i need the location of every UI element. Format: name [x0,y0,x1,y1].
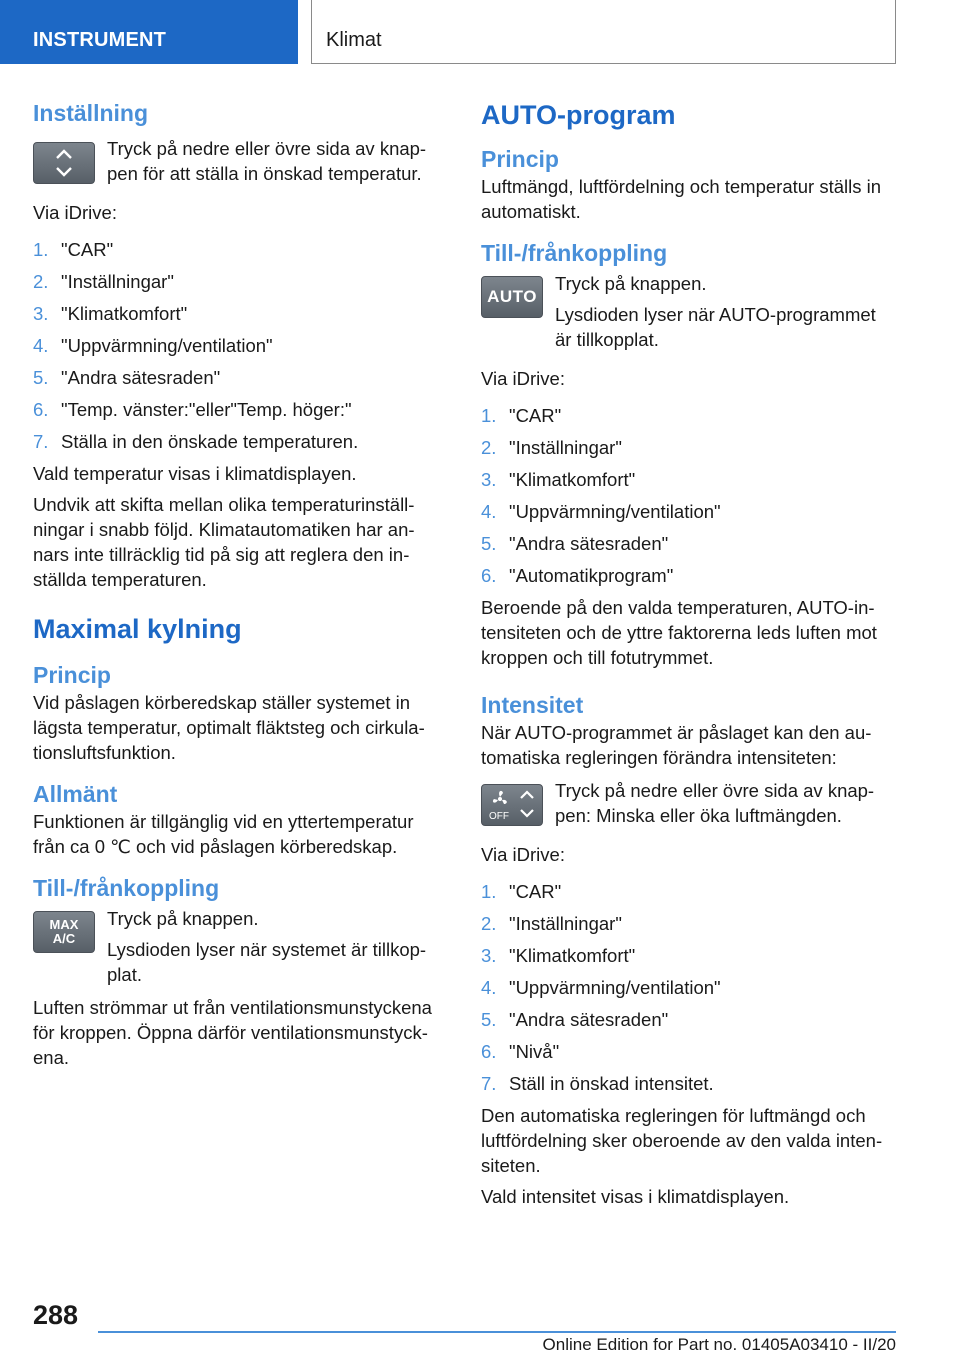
list-item: 2. "Inställningar" [33,271,174,292]
chapter-title: Klimat [311,0,896,64]
paragraph: Tryck på knappen. [555,273,707,294]
paragraph: Undvik att skifta mellan olika temperaturinställ- ningar i snabb följd. Klimatautomatiken har an- nars inte tillräcklig tid på sig att reglera den in- ställda temperaturen. [33,494,415,590]
list-item: 4. "Uppvärmning/ventilation" [481,977,721,998]
list-item: 4. "Uppvärmning/ventilation" [33,335,273,356]
paragraph: Luftmängd, luftfördelning och temperatur ställs in automatiskt. [481,176,882,222]
intensity-heading: Intensitet [481,692,584,718]
temp-rocker-text: Tryck på nedre eller övre sida av knap- pen för att ställa in önskad temperatur. [107,138,427,184]
svg-text:OFF: OFF [489,811,509,822]
list-item: 6. "Temp. vänster:"eller"Temp. höger:" [33,399,352,420]
intensity-rocker-row [481,778,896,828]
paragraph: När AUTO-programmet är påslaget kan den au- tomatiska regleringen förändra intensiteten: [481,722,872,768]
via-idrive-label: Via iDrive: [481,844,565,865]
page-number: 288 [33,1300,79,1330]
toggle-heading: Till-/frånkoppling [481,240,668,266]
list-item: 1. "CAR" [481,881,562,902]
footer-divider [98,1331,896,1333]
paragraph: Lysdioden lyser när AUTO-programmet är tillkopplat. [555,304,876,350]
list-item: 2. "Inställningar" [481,913,622,934]
list-item: 5. "Andra sätesraden" [33,367,221,388]
fan-icon [493,791,507,804]
list-item: 6. "Nivå" [481,1041,560,1062]
right-column [481,98,896,1209]
settings-steps [33,237,448,454]
auto-row [481,270,896,352]
intensity-rocker-text: Tryck på nedre eller övre sida av knap- pen: Minska eller öka luftmängden. [555,780,875,826]
left-column [33,98,448,1070]
list-item: 6. "Automatikprogram" [481,565,674,586]
list-item: 1. "CAR" [481,405,562,426]
paragraph: Vid påslagen körberedskap ställer systemet in lägsta temperatur, optimalt fläktsteg och cirkula- tionsluftsfunktion. [33,692,425,763]
intensity-steps [481,879,896,1096]
temp-rocker-row [33,136,448,186]
max-ac-row [33,905,448,987]
auto-program-heading: AUTO-program [481,100,676,130]
auto-button-icon: AUTO [481,276,543,318]
paragraph: Lysdioden lyser när systemet är tillkop- plat. [107,939,427,985]
max-cooling-heading: Maximal kylning [33,614,242,644]
footer-edition: Online Edition for Part no. 01405A03410 - II/20 [542,1335,896,1354]
settings-heading: Inställning [33,100,148,126]
list-item: 3. "Klimatkomfort" [481,469,636,490]
via-idrive-label: Via iDrive: [481,368,565,389]
list-item: 5. "Andra sätesraden" [481,1009,669,1030]
paragraph: Vald temperatur visas i klimatdisplayen. [33,463,357,484]
via-idrive-label: Via iDrive: [33,202,117,223]
general-heading: Allmänt [33,781,118,807]
list-item: 2. "Inställningar" [481,437,622,458]
list-item: 1. "CAR" [33,239,114,260]
list-item: 3. "Klimatkomfort" [33,303,188,324]
list-item: 4. "Uppvärmning/ventilation" [481,501,721,522]
list-item: 7. Ställa in den önskade temperaturen. [33,431,359,452]
paragraph: Den automatiska regleringen för luftmängd och luftfördelning sker oberoende av den valda inten- siteten. [481,1105,883,1176]
max-ac-button-icon: MAX A/C [33,911,95,953]
paragraph: Tryck på knappen. [107,908,259,929]
paragraph: Beroende på den valda temperaturen, AUTO-in- tensiteten och de yttre faktorerna leds luften mot kroppen och till fotutrymmet. [481,597,877,668]
toggle-heading: Till-/frånkoppling [33,875,220,901]
list-item: 7. Ställ in önskad intensitet. [481,1073,714,1094]
section-tab: INSTRUMENT [0,0,298,64]
list-item: 5. "Andra sätesraden" [481,533,669,554]
principle-heading: Princip [33,662,111,688]
paragraph: Funktionen är tillgänglig vid en yttertemperatur från ca 0 ℃ och vid påslagen körberedskap. [33,811,414,857]
fan-intensity-rocker-icon [481,784,543,826]
paragraph: Luften strömmar ut från ventilationsmunstyckena för kroppen. Öppna därför ventilationsmunstyck- ena. [33,997,432,1068]
auto-steps [481,403,896,588]
list-item: 3. "Klimatkomfort" [481,945,636,966]
paragraph: Vald intensitet visas i klimatdisplayen. [481,1186,790,1207]
principle-heading: Princip [481,146,559,172]
temperature-rocker-icon [33,142,95,184]
